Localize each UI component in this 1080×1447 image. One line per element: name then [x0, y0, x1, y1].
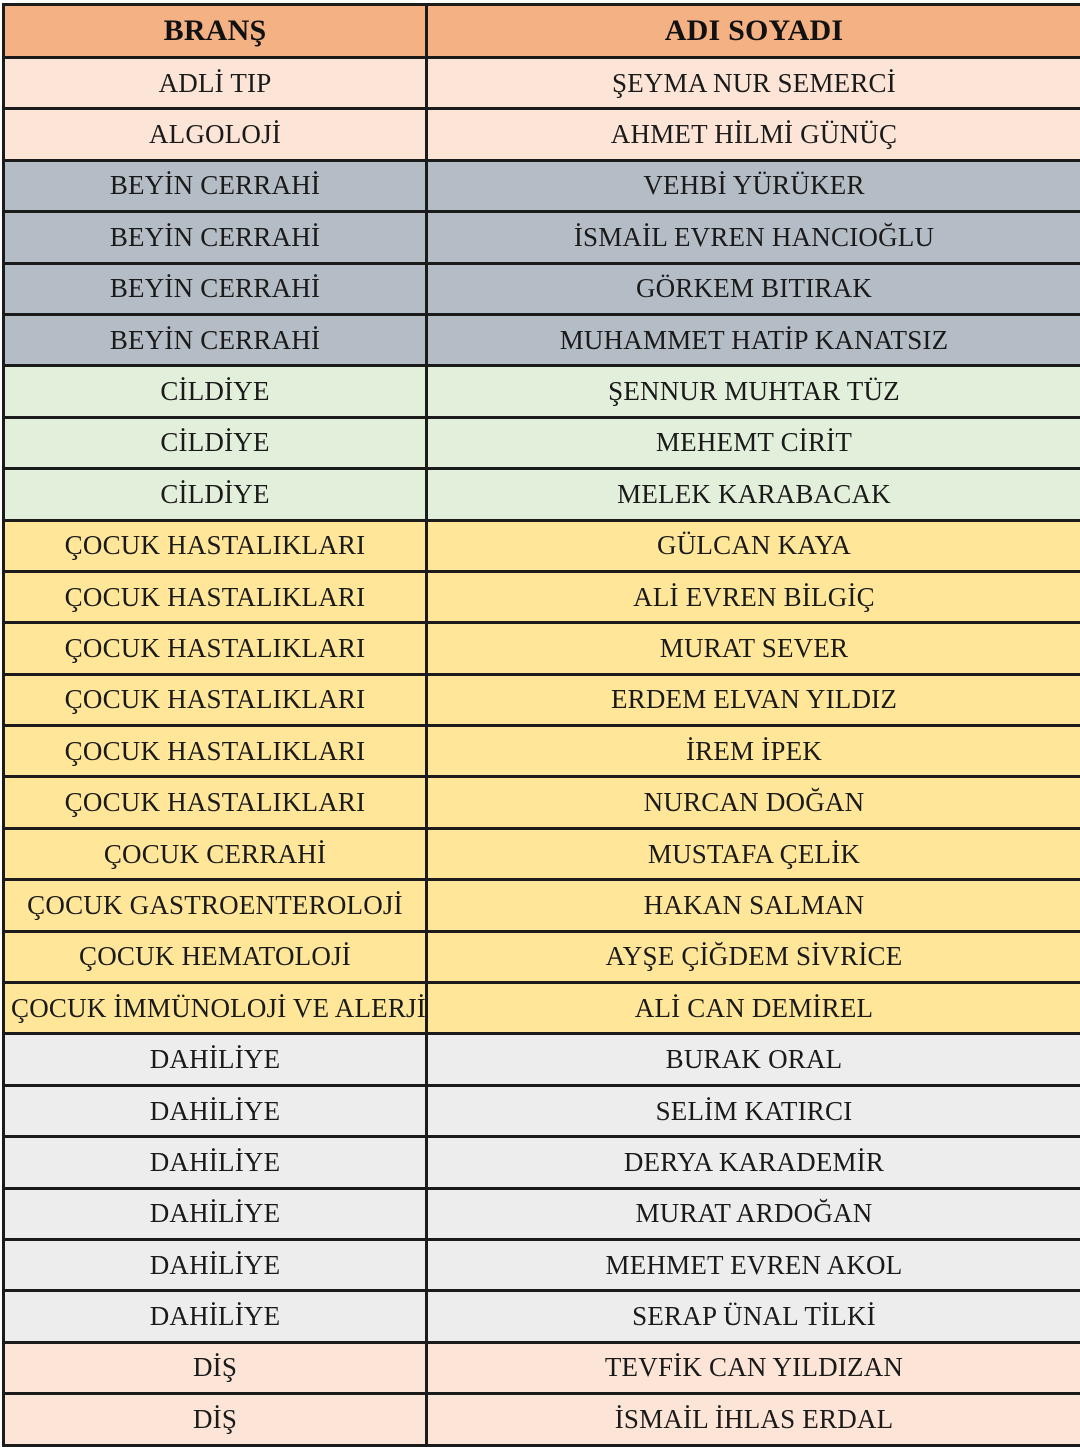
branch-cell: ALGOLOJİ — [5, 110, 428, 158]
branch-cell: ÇOCUK GASTROENTEROLOJİ — [5, 881, 428, 929]
name-cell: MURAT ARDOĞAN — [635, 1198, 873, 1229]
branch-cell: BEYİN CERRAHİ — [5, 265, 428, 313]
name-cell: MUSTAFA ÇELİK — [647, 838, 861, 869]
name-cell: NURCAN DOĞAN — [643, 787, 865, 818]
table-row — [5, 367, 1080, 418]
table-row — [5, 213, 1080, 264]
table-row — [5, 1087, 1080, 1138]
name-cell: İSMAİL İHLAS ERDAL — [614, 1403, 894, 1434]
column-header-branch: BRANŞ — [5, 6, 428, 56]
table-row — [5, 419, 1080, 470]
name-cell: İSMAİL EVREN HANCIOĞLU — [573, 221, 935, 252]
table-row — [5, 522, 1080, 573]
branch-cell: ÇOCUK HEMATOLOJİ — [5, 933, 428, 981]
branch-cell: CİLDİYE — [5, 419, 428, 467]
branch-cell: DAHİLİYE — [5, 1292, 428, 1340]
branch-cell: CİLDİYE — [5, 367, 428, 415]
table-row — [5, 1138, 1080, 1189]
name-cell: TEVFİK CAN YILDIZAN — [604, 1352, 904, 1383]
branch-cell: DAHİLİYE — [5, 1241, 428, 1289]
table-row — [5, 933, 1080, 984]
name-cell: ALİ CAN DEMİREL — [634, 992, 874, 1023]
branch-cell: BEYİN CERRAHİ — [5, 316, 428, 364]
table-row — [5, 778, 1080, 829]
table-row — [5, 59, 1080, 110]
table-row — [5, 624, 1080, 675]
name-cell: MUHAMMET HATİP KANATSIZ — [559, 324, 949, 355]
branch-cell: DAHİLİYE — [5, 1035, 428, 1083]
branch-cell: BEYİN CERRAHİ — [5, 162, 428, 210]
name-cell: MEHMET EVREN AKOL — [605, 1249, 903, 1280]
table-row — [5, 110, 1080, 161]
branch-cell: DAHİLİYE — [5, 1138, 428, 1186]
name-cell: SERAP ÜNAL TİLKİ — [632, 1301, 876, 1332]
branch-cell: DİŞ — [5, 1395, 428, 1443]
branch-cell: ÇOCUK İMMÜNOLOJİ VE ALERJİ — [5, 984, 428, 1032]
name-cell: DERYA KARADEMİR — [623, 1146, 885, 1177]
table-row — [5, 1241, 1080, 1292]
table-row — [5, 573, 1080, 624]
branch-cell: DAHİLİYE — [5, 1190, 428, 1238]
name-cell: AHMET HİLMİ GÜNÜÇ — [610, 119, 898, 150]
branch-cell: ÇOCUK HASTALIKLARI — [5, 624, 428, 672]
table-row — [5, 265, 1080, 316]
branch-cell: CİLDİYE — [5, 470, 428, 518]
branch-cell: BEYİN CERRAHİ — [5, 213, 428, 261]
branch-cell: ÇOCUK HASTALIKLARI — [5, 573, 428, 621]
branch-cell: ÇOCUK HASTALIKLARI — [5, 727, 428, 775]
table-row — [5, 1190, 1080, 1241]
table-row — [5, 1035, 1080, 1086]
table-row — [5, 1344, 1080, 1395]
name-cell: HAKAN SALMAN — [643, 889, 865, 920]
table-row — [5, 881, 1080, 932]
table-row — [5, 830, 1080, 881]
name-cell: MURAT SEVER — [659, 632, 849, 663]
name-cell: İREM İPEK — [685, 735, 823, 766]
branch-cell: DİŞ — [5, 1344, 428, 1392]
branch-cell: ADLİ TIP — [5, 59, 428, 107]
name-cell: ŞEYMA NUR SEMERCİ — [612, 67, 896, 98]
name-cell: VEHBİ YÜRÜKER — [643, 170, 865, 201]
name-cell: ALİ EVREN BİLGİÇ — [633, 581, 875, 612]
branch-cell: ÇOCUK HASTALIKLARI — [5, 778, 428, 826]
table-row — [5, 727, 1080, 778]
name-cell: MELEK KARABACAK — [617, 478, 891, 509]
table-header-row — [5, 6, 1080, 59]
column-header-name: ADI SOYADI — [664, 14, 844, 47]
table-row — [5, 162, 1080, 213]
name-cell: GÖRKEM BITIRAK — [635, 273, 873, 304]
table-row — [5, 470, 1080, 521]
table-row — [5, 984, 1080, 1035]
table-row — [5, 1395, 1080, 1446]
name-cell: AYŞE ÇİĞDEM SİVRİCE — [605, 941, 903, 972]
branch-cell: ÇOCUK HASTALIKLARI — [5, 522, 428, 570]
branch-cell: DAHİLİYE — [5, 1087, 428, 1135]
table-row — [5, 1292, 1080, 1343]
branch-cell: ÇOCUK CERRAHİ — [5, 830, 428, 878]
branch-cell: ÇOCUK HASTALIKLARI — [5, 676, 428, 724]
name-cell: ŞENNUR MUHTAR TÜZ — [608, 376, 900, 407]
table-row — [5, 676, 1080, 727]
name-cell: MEHEMT CİRİT — [655, 427, 853, 458]
name-cell: BURAK ORAL — [665, 1044, 843, 1075]
doctor-table — [2, 3, 1080, 1447]
name-cell: GÜLCAN KAYA — [657, 530, 851, 561]
table-body — [5, 59, 1080, 1447]
name-cell: ERDEM ELVAN YILDIZ — [610, 684, 898, 715]
name-cell: SELİM KATIRCI — [655, 1095, 853, 1126]
table-row — [5, 316, 1080, 367]
